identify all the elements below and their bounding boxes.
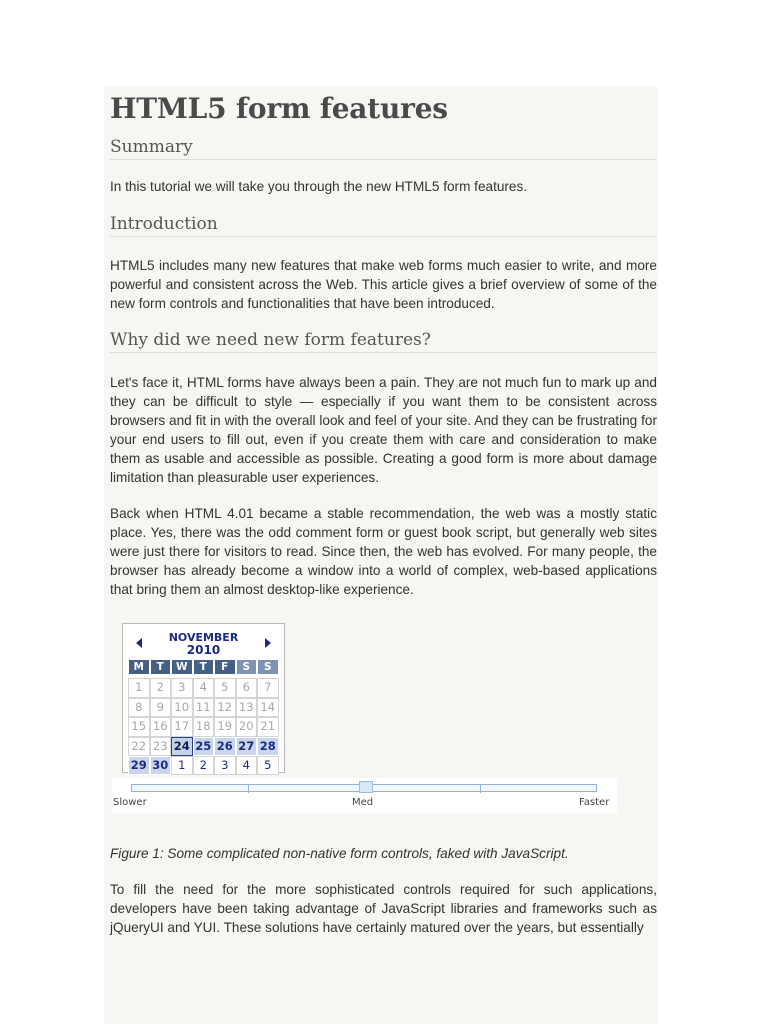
summary-paragraph: In this tutorial we will take you through the new HTML5 form features. — [110, 179, 528, 194]
calendar-day[interactable]: 30 — [150, 756, 172, 775]
calendar-grid — [128, 659, 279, 775]
calendar-day[interactable]: 5 — [214, 678, 236, 697]
calendar-day[interactable]: 19 — [214, 717, 236, 736]
weekday-header: T — [193, 659, 215, 675]
figure-caption: Figure 1: Some complicated non-native form controls, faked with JavaScript. — [110, 846, 569, 861]
calendar-day[interactable]: 22 — [128, 737, 150, 756]
calendar-day[interactable]: 21 — [257, 717, 279, 736]
introduction-heading: Introduction — [110, 212, 657, 237]
why-paragraph-1: Let's face it, HTML forms have always been a pain. They are not much fun to mark up and they can be difficult to style — especially if you want them to be consistent across browsers and fit in with the overall look and feel of your site. And they can be frustrating for your end users to fill out, even if you create them with care and consideration to make them as usable and accessible as possible. Creating a good form is more about damage limitation than pleasurable user experiences. — [110, 375, 657, 485]
calendar-day[interactable]: 5 — [257, 756, 279, 775]
calendar-year: 2010 — [186, 643, 221, 657]
calendar-day[interactable]: 1 — [171, 756, 193, 775]
calendar-day[interactable]: 2 — [150, 678, 172, 697]
calendar-day[interactable]: 29 — [128, 756, 150, 775]
calendar-widget — [122, 623, 285, 773]
weekday-header: W — [171, 659, 193, 675]
article — [110, 86, 657, 937]
calendar-day[interactable]: 17 — [171, 717, 193, 736]
calendar-header — [123, 630, 284, 658]
why-heading: Why did we need new form features? — [110, 328, 657, 353]
weekday-header: F — [214, 659, 236, 675]
calendar-day[interactable]: 4 — [236, 756, 258, 775]
weekday-header: T — [150, 659, 172, 675]
calendar-day[interactable]: 6 — [236, 678, 258, 697]
why-paragraph-2: Back when HTML 4.01 became a stable recommendation, the web was a mostly static place. Yes, there was the odd comment form or guest book script, but generally web sites were just there for visitors to read. Since then, the web has evolved. For many people, the browser has already become a window into a world of complex, web-based applications that bring them an almost desktop-like experience. — [110, 506, 657, 597]
weekday-header: S — [257, 659, 279, 675]
figure-1 — [110, 614, 657, 840]
calendar-day[interactable]: 20 — [236, 717, 258, 736]
calendar-day[interactable]: 13 — [236, 698, 258, 717]
speed-slider — [112, 778, 617, 813]
weekday-header: S — [236, 659, 258, 675]
calendar-day[interactable]: 12 — [214, 698, 236, 717]
calendar-day[interactable]: 4 — [193, 678, 215, 697]
calendar-day[interactable]: 27 — [236, 737, 258, 756]
page-title: HTML5 form features — [110, 92, 448, 125]
slider-tick — [480, 785, 481, 793]
calendar-day[interactable]: 25 — [193, 737, 215, 756]
calendar-day[interactable]: 11 — [193, 698, 215, 717]
calendar-day[interactable]: 10 — [171, 698, 193, 717]
closing-paragraph: To fill the need for the more sophisticated controls required for such applications, developers have been taking advantage of JavaScript libraries and frameworks such as jQueryUI and YUI. These solutions have certainly matured over the years, but essentially — [110, 882, 657, 935]
calendar-day[interactable]: 3 — [171, 678, 193, 697]
calendar-day[interactable]: 24 — [171, 737, 193, 756]
slider-thumb[interactable] — [359, 781, 373, 793]
calendar-day[interactable]: 7 — [257, 678, 279, 697]
slider-label-faster: Faster — [579, 797, 610, 808]
calendar-day[interactable]: 14 — [257, 698, 279, 717]
slider-tick — [248, 785, 249, 793]
calendar-day[interactable]: 26 — [214, 737, 236, 756]
calendar-day[interactable]: 2 — [193, 756, 215, 775]
calendar-day[interactable]: 15 — [128, 717, 150, 736]
introduction-paragraph: HTML5 includes many new features that make web forms much easier to write, and more powerful and consistent across the Web. This article gives a brief overview of some of the new form controls and functionalities that have been introduced. — [110, 258, 657, 311]
calendar-month: NOVEMBER — [168, 631, 239, 644]
calendar-day[interactable]: 16 — [150, 717, 172, 736]
summary-heading: Summary — [110, 135, 657, 160]
slider-label-med: Med — [352, 797, 374, 808]
calendar-day[interactable]: 8 — [128, 698, 150, 717]
calendar-day[interactable]: 1 — [128, 678, 150, 697]
chevron-right-icon[interactable] — [265, 638, 271, 648]
calendar-day[interactable]: 23 — [150, 737, 172, 756]
calendar-day[interactable]: 28 — [257, 737, 279, 756]
slider-label-slower: Slower — [113, 797, 147, 808]
calendar-day[interactable]: 3 — [214, 756, 236, 775]
calendar-day[interactable]: 18 — [193, 717, 215, 736]
calendar-day[interactable]: 9 — [150, 698, 172, 717]
weekday-header: M — [128, 659, 150, 675]
